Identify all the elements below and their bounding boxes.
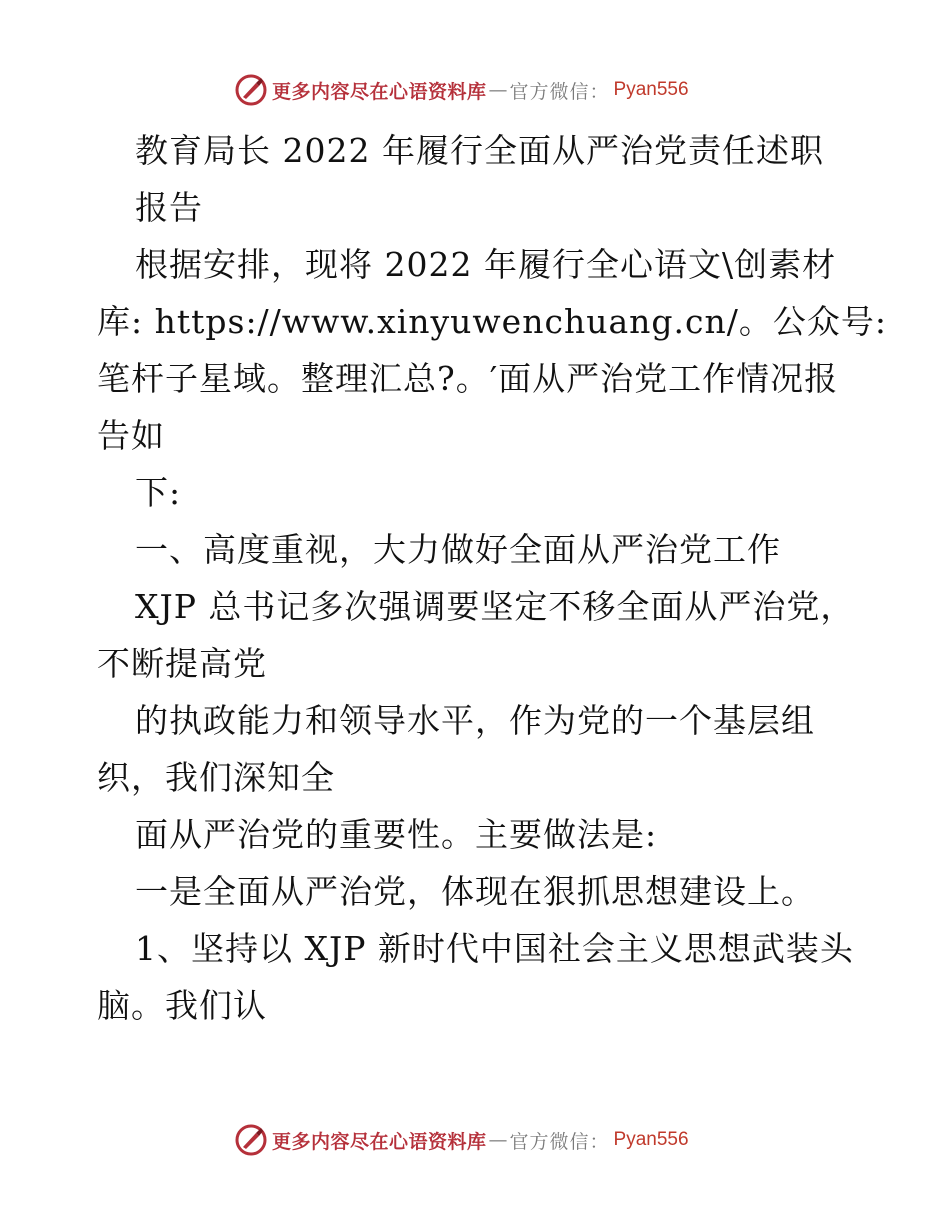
- footer-watermark: [234, 1122, 689, 1158]
- quill-circle-logo-icon: [234, 73, 268, 107]
- header-watermark: [234, 72, 689, 108]
- wechat-id: Pyan556: [613, 79, 689, 100]
- paragraph-line: 不断提高党: [97, 644, 267, 683]
- quill-circle-logo-icon: [234, 1123, 268, 1157]
- paragraph-line: 面从严治党的重要性。主要做法是:: [135, 815, 658, 854]
- wechat-id: Pyan556: [613, 1129, 689, 1150]
- paragraph-line: 库: https://www.xinyuwenchuang.cn/。公众号:: [97, 302, 887, 341]
- paragraph-line: 1、坚持以 XJP 新时代中国社会主义思想武装头: [135, 929, 854, 968]
- paragraph-line: 告如: [97, 416, 165, 455]
- separator-dash: —: [488, 79, 508, 101]
- wechat-label: 官方微信：: [509, 1130, 610, 1153]
- section-heading: 一、高度重视，大力做好全面从严治党工作: [135, 530, 781, 569]
- paragraph-line: 的执政能力和领导水平，作为党的一个基层组: [135, 701, 815, 740]
- doc-title-line-2: 报告: [135, 188, 203, 227]
- subsection-heading: 一是全面从严治党，体现在狠抓思想建设上。: [135, 872, 815, 911]
- paragraph-line: 下:: [135, 473, 182, 512]
- promo-text: 更多内容尽在心语资料库: [272, 80, 487, 103]
- document-body: [97, 122, 887, 1034]
- paragraph-line: XJP 总书记多次强调要坚定不移全面从严治党，: [135, 587, 855, 626]
- wechat-label: 官方微信：: [509, 80, 610, 103]
- paragraph-line: 织，我们深知全: [97, 758, 335, 797]
- paragraph-line: 根据安排，现将 2022 年履行全心语文\创素材: [135, 245, 837, 284]
- promo-text: 更多内容尽在心语资料库: [272, 1130, 487, 1153]
- paragraph-line: 笔杆子星域。整理汇总?。′面从严治党工作情况报: [97, 359, 839, 398]
- separator-dash: —: [488, 1129, 508, 1151]
- doc-title-line-1: 教育局长 2022 年履行全面从严治党责任述职: [135, 131, 824, 170]
- paragraph-line: 脑。我们认: [97, 986, 267, 1025]
